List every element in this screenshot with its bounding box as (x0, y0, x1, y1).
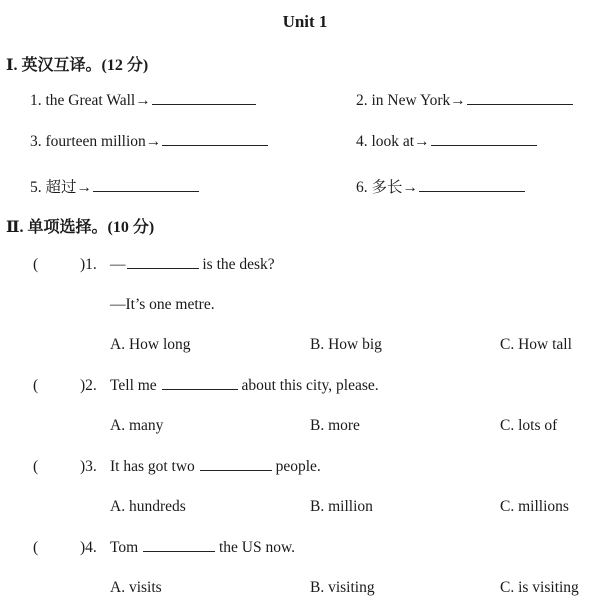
q2-option-b[interactable]: B. more (310, 417, 360, 434)
answer-blank-2[interactable] (467, 103, 573, 105)
q4-stem-before: Tom (110, 539, 143, 556)
q3-stem-after: people. (271, 458, 321, 475)
translate-item-3-label: 3. fourteen million→ (30, 133, 162, 150)
q4-answer-blank[interactable] (143, 550, 215, 552)
section-1-heading: Ⅰ. 英汉互译。(12 分) (6, 57, 149, 74)
q1-number: )1. (80, 256, 97, 273)
q4-option-b[interactable]: B. visiting (310, 579, 375, 596)
translate-item-4 (356, 133, 537, 151)
q2-stem-after: about this city, please. (237, 377, 379, 394)
q3-option-a[interactable]: A. hundreds (110, 498, 186, 515)
translate-item-1 (30, 92, 256, 110)
q3-stem-before: It has got two (110, 458, 199, 475)
q2-option-c[interactable]: C. lots of (500, 417, 558, 434)
q1-line2: —It’s one metre. (110, 296, 215, 313)
q2-stem (110, 377, 379, 395)
q2-paren-open: ( (33, 377, 39, 394)
answer-blank-5[interactable] (93, 190, 199, 192)
translate-item-5-label: 5. 超过→ (30, 179, 93, 196)
q1-stem-before: — (110, 256, 126, 273)
section-2-heading: Ⅱ. 单项选择。(10 分) (6, 219, 155, 236)
q3-paren-open: ( (33, 458, 39, 475)
answer-blank-4[interactable] (431, 144, 537, 146)
q2-number: )2. (80, 377, 97, 394)
q3-option-b[interactable]: B. million (310, 498, 373, 515)
translate-item-4-label: 4. look at→ (356, 133, 430, 150)
q4-stem (110, 539, 295, 557)
q4-option-a[interactable]: A. visits (110, 579, 162, 596)
translate-item-2 (356, 92, 573, 110)
q3-stem (110, 458, 321, 476)
translate-item-6-label: 6. 多长→ (356, 179, 419, 196)
q2-stem-before: Tell me (110, 377, 161, 394)
q4-number: )4. (80, 539, 97, 556)
q1-answer-blank[interactable] (127, 267, 199, 269)
q1-option-b[interactable]: B. How big (310, 336, 382, 353)
q1-option-a[interactable]: A. How long (110, 336, 191, 353)
translate-item-1-label: 1. the Great Wall→ (30, 92, 151, 109)
q1-option-c[interactable]: C. How tall (500, 336, 572, 353)
q2-answer-blank[interactable] (162, 388, 238, 390)
q3-number: )3. (80, 458, 97, 475)
q4-stem-after: the US now. (215, 539, 296, 556)
q1-stem (110, 256, 275, 274)
q4-paren-open: ( (33, 539, 39, 556)
answer-blank-3[interactable] (162, 144, 268, 146)
q3-option-c[interactable]: C. millions (500, 498, 569, 515)
q1-paren-open: ( (33, 256, 39, 273)
answer-blank-6[interactable] (419, 190, 525, 192)
q4-option-c[interactable]: C. is visiting (500, 579, 579, 596)
page-title: Unit 1 (282, 12, 328, 31)
translate-item-5 (30, 175, 199, 197)
translate-item-3 (30, 133, 268, 151)
q3-answer-blank[interactable] (200, 469, 272, 471)
translate-item-2-label: 2. in New York→ (356, 92, 466, 109)
answer-blank-1[interactable] (152, 103, 256, 105)
translate-item-6 (356, 175, 525, 197)
q2-option-a[interactable]: A. many (110, 417, 164, 434)
q1-stem-after: is the desk? (198, 256, 275, 273)
